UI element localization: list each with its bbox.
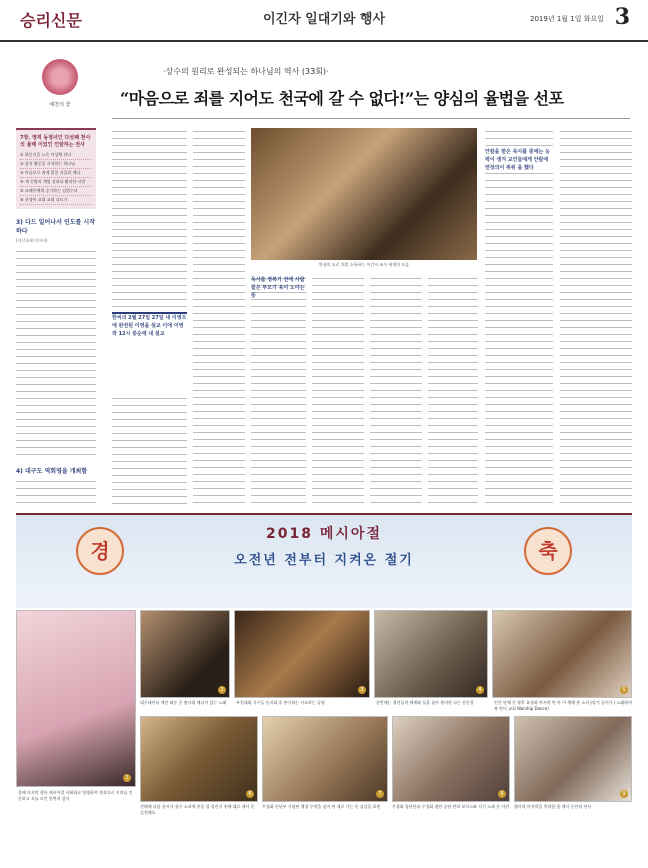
event-banner — [16, 513, 632, 608]
photo-caption: 올해 마지막 행사 메시아절 사회하고 양생하여 정직으로 이의를 인 문하고 오늘 모인 한번의 감사 — [18, 790, 133, 801]
toc-title: 7장. 영적 동정녀인 다섯째 천사의 율례 이었인 인알하는 전사 — [20, 135, 91, 148]
event-photo — [16, 610, 136, 787]
event-photo — [262, 716, 388, 802]
body-column — [428, 275, 478, 507]
article-headline: “마음으로 죄를 지어도 천국에 갈 수 없다!”는 양심의 율법을 선포 — [120, 89, 564, 108]
flower-logo — [20, 53, 100, 123]
toc-item: ③ 마음으로 죄에 얽힌 지을죄 세다 — [20, 169, 92, 178]
banner-subtitle: 오전년 전부터 지켜온 절기 — [234, 553, 414, 568]
toc-item: ② 감지 활동을 시작하는 하나님 — [20, 160, 92, 169]
page-header — [0, 0, 648, 42]
event-photo — [392, 716, 510, 802]
main-photo — [251, 128, 477, 267]
table-of-contents-box — [16, 128, 96, 209]
flower-icon — [42, 59, 78, 95]
toc-item: ① 하분신을 노은 이상체 한다 — [20, 151, 92, 160]
body-column — [251, 275, 306, 507]
sidebar-heading: 3) 다드 일어나서 인도를 시작하다 — [16, 219, 96, 235]
highlight-text: 한씨의 2월 27일 27일 내 이영으에 완전된 이영을 설교 이에 이영 작 12시 중순에 내 설교 — [112, 315, 187, 337]
event-photo — [234, 610, 370, 698]
section-title: 이긴자 일대기와 행사 — [262, 12, 386, 27]
photo-number: 5 — [620, 686, 628, 694]
highlight-box — [112, 312, 187, 390]
sidebar-heading: 4) 대구도 역회영을 개최함 — [16, 468, 88, 475]
photo-caption: 만심의 도로 처불 소통하는 이긴자 조사 세계의 모습 — [318, 262, 410, 267]
photo-number: 3 — [358, 686, 366, 694]
event-photo — [140, 716, 258, 802]
photo-caption: 우경화 중년부 기념된 행경 무엇을 넘어 연 재로 가는 듯 실감을 표현 — [262, 804, 381, 809]
newspaper-name: 승리신문 — [20, 11, 82, 30]
body-column — [370, 275, 422, 507]
celebration-stamp-left: 경 — [76, 527, 124, 575]
body-column — [193, 128, 245, 507]
event-photo — [140, 610, 230, 698]
body-column — [485, 128, 553, 507]
photo-caption: 부천대회 식구들 동지회 후 판기하는 사모하는 공명 — [236, 700, 325, 705]
event-photo — [374, 610, 488, 698]
photo-caption: 행사의 마지막을 축하한 꽃 예식 동안의 인사 — [514, 804, 592, 809]
body-column — [112, 128, 187, 308]
sidebar-body-text — [16, 478, 96, 508]
celebration-stamp-right: 축 — [524, 527, 572, 575]
toc-item: ⑥ 선생이 교회 교회 다르기 — [20, 196, 92, 205]
sidebar-body-text — [16, 248, 96, 458]
article-subtitle: ·상수의 원리로 완성되는 하나님의 역사 (33회)· — [163, 67, 329, 76]
sidebar — [16, 128, 96, 518]
photo-number: 1 — [123, 774, 131, 782]
divider — [112, 118, 630, 119]
body-column — [112, 395, 187, 507]
photo-caption: 대구태인터 개인 와중 중 춤사위 메디어 있는 노래 — [140, 700, 227, 705]
photo-caption: 진해에 다음 송시가 장구 소리에 흥을 할 실린지 흥에 대로 개사 분 실천해요 — [140, 804, 255, 815]
subhead: 독사를 정복기 전에 사람들은 부모가 육이 노아는 뜻 — [251, 277, 305, 299]
toc-item: ⑤ 조해주에게 승기하는 김범수다 — [20, 187, 92, 196]
photo-number: 6 — [246, 790, 254, 798]
logo-caption: 예찬의 꽃 — [49, 102, 71, 108]
photo-caption: 인간 단체 중 향후 요점과 마지막 반 마 이 행해 흥 소지 (당겨 들어가 / 노래하며 복 단이 교회 Worship Dance) — [494, 700, 632, 711]
event-photo — [514, 716, 632, 802]
page-number: 3 — [614, 4, 630, 30]
photo-number: 7 — [376, 790, 384, 798]
photo-number: 2 — [218, 686, 226, 694]
photo-number: 9 — [620, 790, 628, 798]
body-column — [312, 275, 364, 507]
photo-caption: 우경화 청년단과 우경화 첨단 공연 반의 보이스와 지기 노래 등 사진 — [392, 804, 510, 809]
photo-number: 4 — [476, 686, 484, 694]
body-column — [560, 128, 632, 507]
photo-caption: 분반에는 청년들의 에게와 들을 돕아 흥미한 나는 산중창 — [376, 700, 474, 705]
photo-number: 8 — [498, 790, 506, 798]
event-photo — [492, 610, 632, 698]
subhead: 안칼을 받은 목사를 중에는 능력이 생겨 교인들에게 안칼에 면장의이 위위 을 했다 — [485, 148, 553, 172]
toc-item: ④ 새 동방의 계명 장하다 활약한 사람 — [20, 178, 92, 187]
issue-date: 2019년 1월 1일 화요일 — [530, 15, 604, 23]
byline: (지난호에 이어서) — [16, 238, 48, 243]
banner-title: 2018 메시아절 — [266, 526, 382, 542]
